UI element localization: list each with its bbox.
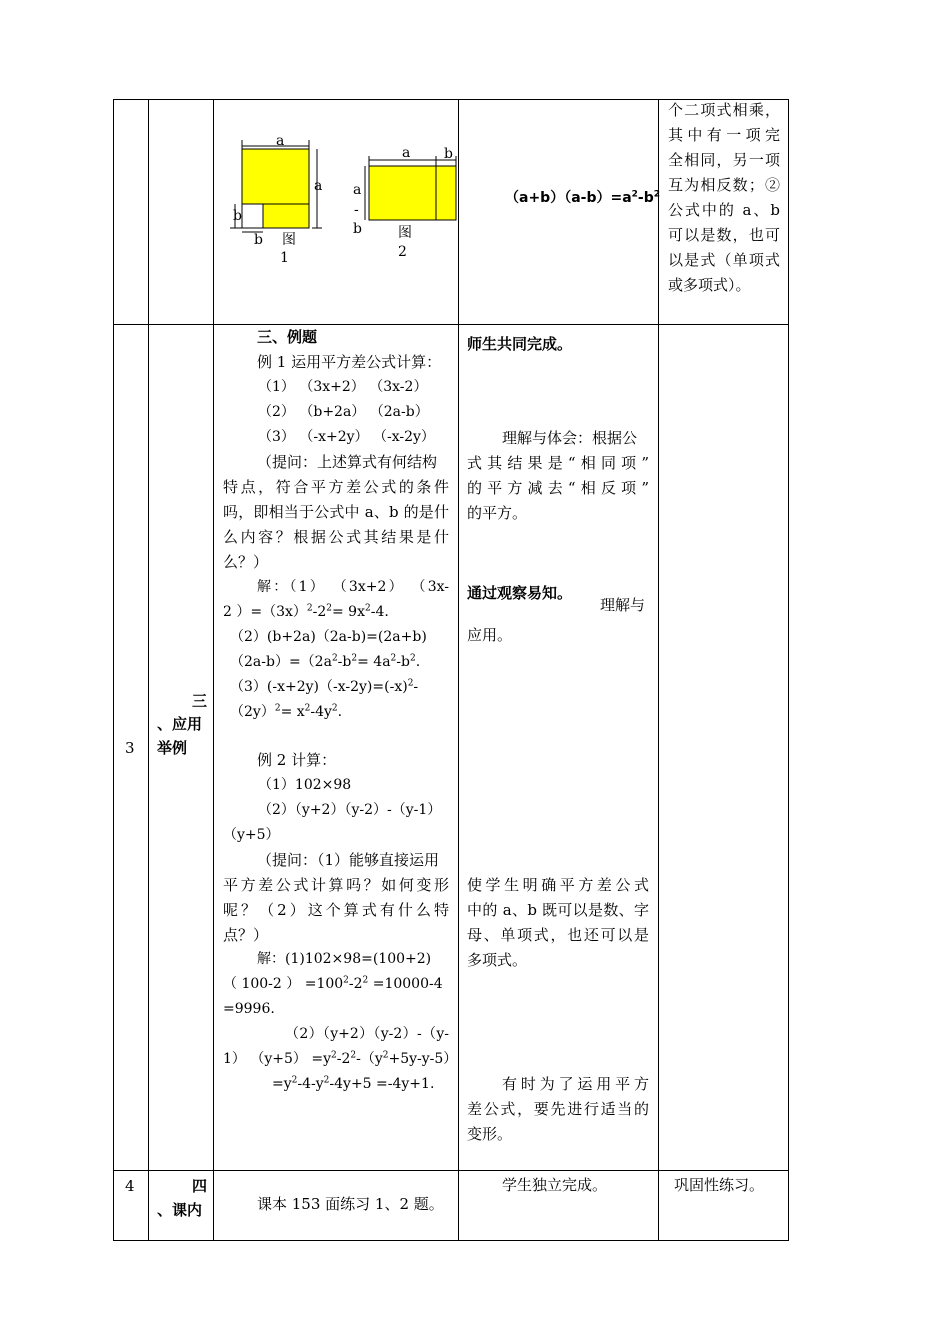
stage-label-3-line1: 三	[192, 692, 208, 710]
example-2-title: 例 2 计算：	[257, 751, 337, 769]
activity-transform-line: 有时为了运用平方	[502, 1075, 649, 1093]
activity-clarify-line: 使学生明确平方差公式	[467, 876, 649, 894]
fig2-yellow-rect	[369, 166, 456, 220]
column-divider-3	[458, 99, 459, 1241]
square-diagram-figure	[214, 100, 458, 324]
example-1-item: （2） （b+2a） （2a-b）	[258, 404, 429, 420]
activity-understand-line: 的平方减去“相反项”	[467, 479, 649, 497]
activity-independent: 学生独立完成。	[502, 1176, 608, 1194]
fig1-caption-2: 1	[280, 250, 289, 266]
activity-teacher-student: 师生共同完成。	[467, 335, 573, 353]
fig1-label-b-bottom: b	[254, 232, 263, 248]
fig1-label-a-top: a	[276, 133, 285, 149]
solution-1-line: $(2a-b)=(2a^2-b^2= 4a^2-b^2$.	[230, 653, 421, 670]
table-border-right	[788, 99, 789, 1241]
note-line: 可以是数，也可	[668, 226, 780, 244]
solution-1-line: $(3)(-x+2y)(-x-2y)=(-x)^2-$	[230, 678, 419, 695]
stage-label-3-line2: 、应用	[157, 715, 203, 733]
activity-transform-line: 差公式，要先进行适当的	[467, 1100, 649, 1118]
note-line: 或多项式）。	[668, 276, 751, 294]
stage-label-3-line3: 举例	[157, 739, 188, 757]
fig2-label-b-side: b	[353, 221, 362, 237]
section-heading-examples: 三、例题	[257, 328, 318, 346]
activity-apply-1: 理解与	[600, 596, 646, 614]
solution-2-line: $=y^2-4-y^2-4y+5 =-4y+1$.	[272, 1075, 435, 1092]
fig2-caption-2: 2	[398, 244, 407, 260]
table-border-left	[113, 99, 114, 1241]
solution-2-line: （ 100-2 ） $=100^2-2^2 =10000-4$	[223, 975, 443, 992]
activity-clarify-line: 母、单项式，也还可以是	[467, 926, 649, 944]
table-border-bottom	[113, 1240, 789, 1241]
fig1-caption-1: 图	[282, 232, 296, 248]
example-1-title: 例 1 运用平方差公式计算：	[257, 353, 442, 371]
fig2-label-b-top: b	[444, 146, 453, 162]
fig2-label-a-top: a	[402, 145, 411, 161]
stage-label-4-line2: 、课内	[157, 1201, 203, 1219]
activity-clarify-line: 多项式。	[467, 951, 528, 969]
fig1-yellow-square	[242, 149, 309, 204]
column-divider-4	[658, 99, 659, 1241]
fig1-label-b-left: b	[233, 208, 242, 224]
difference-of-squares-formula: $(a+b)(a-b)=a^2-b^2$	[505, 189, 661, 206]
example-2-item: （1）102×98	[258, 777, 352, 793]
activity-understand-line: 式其结果是“相同项”	[467, 454, 649, 472]
example-1-item: （3） （-x+2y） （-x-2y）	[258, 429, 435, 445]
solution-2-line: 解：(1)102×98=(100+2)	[257, 951, 432, 967]
row-number-4: 4	[125, 1177, 135, 1195]
activity-clarify-line: 中的 a、b 既可以是数、字	[467, 901, 649, 919]
hint-1-line: 么？）	[223, 553, 269, 571]
example-1-item: （1） （3x+2） （3x-2）	[258, 379, 428, 395]
hint-2-line: （提问：（1）能够直接运用	[257, 851, 440, 869]
hint-1-line: 吗，即相当于公式中 a、b 的是什	[223, 503, 449, 521]
activity-understand-line: 的平方。	[467, 504, 528, 522]
fig2-caption-1: 图	[398, 225, 412, 241]
solution-2-line: （2）（y+2）（y-2）-（y-	[285, 1026, 449, 1042]
note-line: 全相同，另一项	[668, 151, 780, 169]
hint-2-line: 呢？（2）这个算式有什么特	[223, 901, 449, 919]
solution-1-line: 2 ）$=(3x)^2-2^2= 9x^2-4$.	[223, 603, 389, 620]
note-line: 其中有一项完	[668, 126, 780, 144]
note-line: 公式中的 a、b	[668, 201, 780, 219]
exercise-content: 课本 153 面练习 1、2 题。	[257, 1195, 444, 1213]
note-line: 互为相反数；②	[668, 176, 780, 194]
activity-observe: 通过观察易知。	[467, 584, 573, 602]
hint-2-line: 点？）	[223, 926, 269, 944]
hint-2-line: 平方差公式计算吗？如何变形	[223, 876, 449, 894]
hint-1-line: 特点，符合平方差公式的条件	[223, 478, 449, 496]
row-divider-4	[113, 1170, 789, 1171]
note-line: 个二项式相乘，	[668, 101, 780, 119]
fig1-label-a-right: a	[314, 178, 323, 194]
hint-1-line: （提问：上述算式有何结构	[257, 453, 438, 471]
row-divider-3	[113, 324, 789, 325]
hint-1-line: 么内容？根据公式其结果是什	[223, 528, 449, 546]
solution-1-line: （2）(b+2a)（2a-b)=(2a+b)	[230, 629, 427, 645]
solution-1-line: 解：（1） （3x+2） （3x-	[257, 579, 449, 595]
solution-2-line: 1） $(y+5) =y^2-2^2-(y^2+5y-y-5)$	[223, 1050, 458, 1067]
activity-understand-line: 理解与体会：根据公	[502, 429, 638, 447]
fig2-label-a-side: a	[353, 182, 362, 198]
fig1-yellow-strip	[263, 204, 309, 228]
solution-1-line: $(2y)^2= x^2-4y^2$.	[230, 703, 343, 720]
row-number-3: 3	[125, 739, 135, 757]
fig2-label-minus-side: -	[354, 202, 359, 218]
stage-label-4-line1: 四	[192, 1177, 208, 1195]
solution-2-line: =9996.	[223, 1001, 275, 1017]
purpose-consolidate: 巩固性练习。	[674, 1176, 765, 1194]
note-line: 以是式（单项式	[668, 251, 780, 269]
activity-transform-line: 变形。	[467, 1125, 513, 1143]
activity-apply-2: 应用。	[467, 626, 513, 644]
example-2-item: （2）（y+2）（y-2）-（y-1）	[258, 802, 442, 818]
column-divider-1	[148, 99, 149, 1241]
example-2-item: （y+5）	[223, 827, 280, 843]
